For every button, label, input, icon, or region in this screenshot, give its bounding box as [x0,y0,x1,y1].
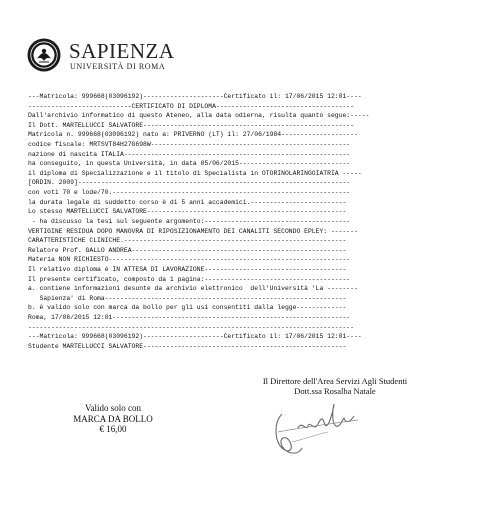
university-seal-icon [27,38,61,72]
certificate-line: Studente MARTELLUCCI SALVATORE----------------------------------------------------- [28,342,347,350]
certificate-line: Il Dott. MARTELLUCCI SALVATORE------------------------------------------------------- [28,121,354,129]
certificate-line: Materia NON RICHIESTO--------------------------------------------------------------- [28,256,351,264]
certificate-line: a. contiene informazioni desunte da archivio elettronico dell'Università 'La -------- [28,285,358,293]
certificate-line: Roma, 17/06/2015 12:01-------------------------------------------------------------- [28,314,351,322]
certificate-line: ---------------------------CERTIFICATO DI DIPLOMA------------------------------------ [28,102,354,110]
certificate-line: Dall'archivio informatico di questo Ateneo, alla data odierna, risulta quanto segue:----- [28,112,370,120]
certificate-line: Sapienza' di Roma--------------------------------------------------------------- [28,294,347,302]
director-title: Il Direttore dell'Area Servizi Agli Studenti [262,376,408,386]
certificate-line: con voti 70 e lode/70.-------------------------------------------------------------- [28,189,351,197]
certificate-line: codice fiscale: MRTSVT84H27G698W---------------------------------------------------- [28,141,351,149]
director-block [230,376,440,396]
certificate-line: ha conseguito, in questa Università, in data 05/06/2015----------------------------- [28,160,351,168]
certificate-line: CARATTERISTICHE CLINICHE.---------------------------------------------------------- [28,237,347,245]
certificate-line: la durata legale di suddetto corso è di 5 anni accademici.------------------------- [28,198,347,206]
university-name: SAPIENZA [69,39,175,63]
certificate-line: b. è valido solo con marca da bollo per gli usi consentiti dalla legge------------- [28,304,347,312]
certificate-line: Il relativo diploma è IN ATTESA DI LAVORAZIONE------------------------------------- [28,265,347,273]
university-logo [27,38,187,82]
certificate-line: Matricola n. 999668(03096192) nato a: PRIVERNO (LT) il: 27/06/1984-------------------- [28,131,358,139]
stamp-note-line: MARCA DA BOLLO [73,413,153,424]
certificate-line: Relatore Prof. GALLO ANDREA-------------------------------------------------------- [28,246,347,254]
certificate-line: ------------------------------------------------------------------------------------- [28,323,354,331]
certificate-line: ---Matricola: 999668(03096192)---------------------Certificato il: 17/06/2015 12:01---- [28,93,362,100]
certificate-line: Il presente certificato, composto da 1 pagina:-------------------------------------- [28,275,351,283]
certificate-text [28,92,468,351]
certificate-line: nazione di nascita ITALIA----------------------------------------------------------- [28,150,351,158]
certificate-line: il diploma di Specializzazione e il titolo di Specialista in OTORINOLARINGOIATRIA ----- [28,169,362,177]
stamp-note-line: € 16,00 [99,424,127,434]
certificate-line: ---Matricola: 999668(03096192)---------------------Certificato il: 17/06/2015 12:01---- [28,333,362,341]
revenue-stamp-note [58,403,168,435]
certificate-line: VERTIGINE RESIDUA DOPO MANOVRA DI RIPOSIZIONAMENTO DEI CANALITI SECONDO EPLEY: ------- [28,227,358,235]
stamp-note-line: Valido solo con [85,403,141,413]
university-subtitle: UNIVERSITÀ DI ROMA [70,62,166,71]
certificate-line: Lo stesso MARTELLUCCI SALVATORE---------------------------------------------------- [28,208,347,216]
director-name: Dott.ssa Rosalba Natale [294,386,376,396]
certificate-line: - ha discusso la tesi sul seguente argomento:-------------------------------------- [28,217,351,225]
certificate-line: [ORDIN. 2009]----------------------------------------------------------------------- [28,179,351,187]
handwritten-signature-icon [268,398,364,460]
